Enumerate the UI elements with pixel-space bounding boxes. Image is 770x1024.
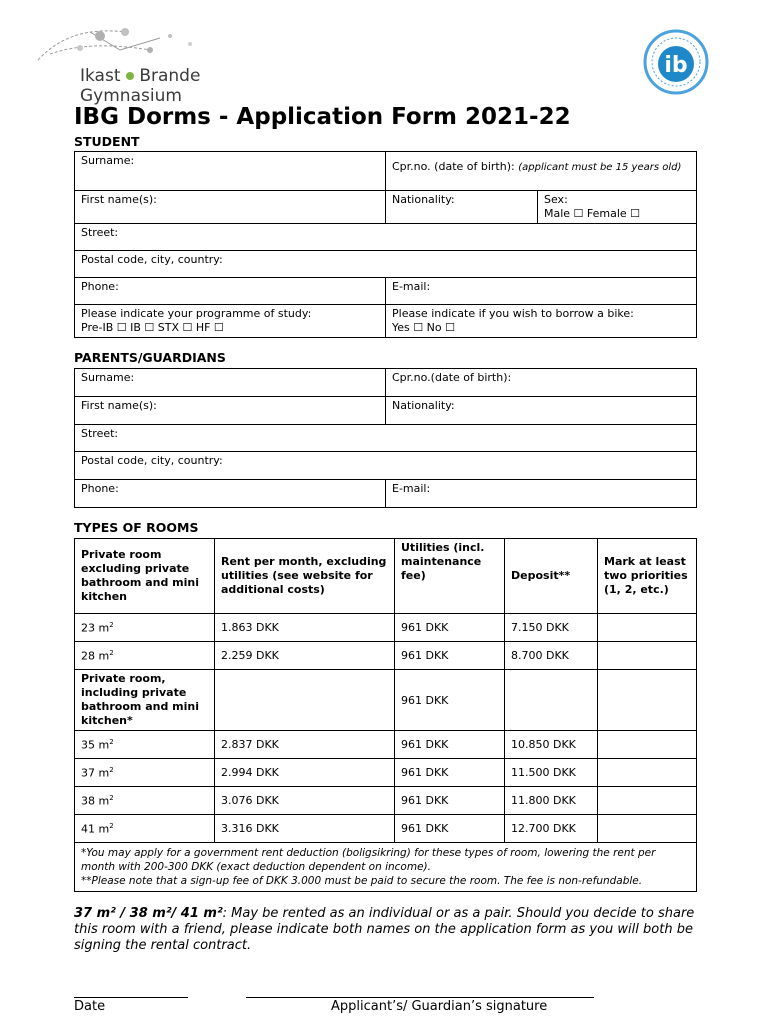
sharing-note: 37 m² / 38 m²/ 41 m²: May be rented as an individual or as a pair. Should you decide to share this room with a friend, please indicate both names on the application form as you will both be signing the rental contract. <box>74 906 695 953</box>
room-size-cell: 37 $m^2$ <box>75 759 215 787</box>
rooms-header-cell: Utilities (incl. maintenance fee) <box>395 539 505 614</box>
table-row <box>75 731 697 759</box>
programme-checkboxes[interactable]: Pre-IB ☐ IB ☐ STX ☐ HF ☐ <box>81 321 224 334</box>
table-row <box>75 670 697 731</box>
school-name: Ikast Brande Gymnasium <box>80 66 201 106</box>
student-heading: STUDENT <box>74 134 140 149</box>
rooms-notes <box>75 843 697 892</box>
room-rent-cell: 2.994 DKK <box>215 759 395 787</box>
rooms-header-cell: Mark at least two priorities (1, 2, etc.) <box>598 539 697 614</box>
parent-street-field[interactable]: Street: <box>75 425 697 452</box>
bike-checkboxes[interactable]: Yes ☐ No ☐ <box>392 321 455 334</box>
room-rent-cell: 2.837 DKK <box>215 731 395 759</box>
student-programme-field[interactable]: Please indicate your programme of study: Pre-IB ☐ IB ☐ STX ☐ HF ☐ <box>75 305 386 338</box>
table-row <box>75 759 697 787</box>
date-line[interactable] <box>74 997 188 998</box>
parents-table <box>74 368 697 508</box>
room-category-cell: Private room, including private bathroom and mini kitchen* <box>75 670 215 731</box>
room-utilities-cell: 961 DKK <box>395 815 505 843</box>
room-utilities-cell: 961 DKK <box>395 759 505 787</box>
room-size-cell: 35 $m^2$ <box>75 731 215 759</box>
room-priority-cell <box>598 670 697 731</box>
parent-firstname-field[interactable]: First name(s): <box>75 397 386 425</box>
room-size-cell: 41 $m^2$ <box>75 815 215 843</box>
page-title: IBG Dorms - Application Form 2021-22 <box>74 104 571 130</box>
room-deposit-cell: 8.700 DKK <box>505 642 598 670</box>
room-size-cell: 28 $m^2$ <box>75 642 215 670</box>
room-deposit-cell: 7.150 DKK <box>505 614 598 642</box>
rent-deduction-note: *You may apply for a government rent deduction (boligsikring) for these types of room, lowering the rent per month with 200-300 DKK (exact deduction dependent on income). <box>81 847 656 873</box>
table-row <box>75 642 697 670</box>
parent-email-field[interactable]: E-mail: <box>386 480 697 508</box>
student-nationality-field[interactable]: Nationality: <box>386 191 538 224</box>
rooms-header-cell: Private room excluding private bathroom and mini kitchen <box>75 539 215 614</box>
table-row <box>75 815 697 843</box>
room-deposit-cell: 11.800 DKK <box>505 787 598 815</box>
rooms-table <box>74 538 697 892</box>
room-size-cell: 23 $m^2$ <box>75 614 215 642</box>
room-priority-cell[interactable] <box>598 731 697 759</box>
student-phone-field[interactable]: Phone: <box>75 278 386 305</box>
student-firstname-field[interactable]: First name(s): <box>75 191 386 224</box>
parents-heading: PARENTS/GUARDIANS <box>74 350 226 365</box>
room-rent-cell: 1.863 DKK <box>215 614 395 642</box>
student-bike-field[interactable]: Please indicate if you wish to borrow a bike: Yes ☐ No ☐ <box>386 305 697 338</box>
student-street-field[interactable]: Street: <box>75 224 697 251</box>
student-sex-field[interactable]: Sex: Male ☐ Female ☐ <box>538 191 697 224</box>
room-deposit-cell <box>505 670 598 731</box>
room-utilities-cell: 961 DKK <box>395 670 505 731</box>
signature-line[interactable] <box>246 997 594 998</box>
school-logo-dot <box>126 72 134 80</box>
room-rent-cell: 3.076 DKK <box>215 787 395 815</box>
parent-surname-field[interactable]: Surname: <box>75 369 386 397</box>
room-priority-cell[interactable] <box>598 815 697 843</box>
sex-checkboxes[interactable]: Male ☐ Female ☐ <box>544 207 641 220</box>
room-size-cell: 38 $m^2$ <box>75 787 215 815</box>
student-postal-field[interactable]: Postal code, city, country: <box>75 251 697 278</box>
room-utilities-cell: 961 DKK <box>395 731 505 759</box>
parent-nationality-field[interactable]: Nationality: <box>386 397 697 425</box>
room-priority-cell[interactable] <box>598 614 697 642</box>
student-table <box>74 151 697 338</box>
room-rent-cell: 2.259 DKK <box>215 642 395 670</box>
parent-cpr-field[interactable]: Cpr.no.(date of birth): <box>386 369 697 397</box>
table-row <box>75 614 697 642</box>
signature-label: Applicant’s/ Guardian’s signature <box>331 999 548 1014</box>
svg-text:ib: ib <box>664 53 688 78</box>
rooms-heading: TYPES OF ROOMS <box>74 520 199 535</box>
room-priority-cell[interactable] <box>598 787 697 815</box>
school-logo-graphic <box>30 20 210 70</box>
table-row <box>75 787 697 815</box>
rooms-header-row <box>75 539 697 614</box>
room-rent-cell <box>215 670 395 731</box>
room-utilities-cell: 961 DKK <box>395 787 505 815</box>
room-rent-cell: 3.316 DKK <box>215 815 395 843</box>
ib-logo <box>640 28 714 96</box>
room-deposit-cell: 11.500 DKK <box>505 759 598 787</box>
room-utilities-cell: 961 DKK <box>395 642 505 670</box>
room-priority-cell[interactable] <box>598 759 697 787</box>
rooms-notes-row <box>75 843 697 892</box>
signup-fee-note: **Please note that a sign-up fee of DKK 3.000 must be paid to secure the room. The fee is non-refundable. <box>81 875 643 887</box>
room-deposit-cell: 12.700 DKK <box>505 815 598 843</box>
date-label: Date <box>74 999 106 1014</box>
rooms-header-cell: Rent per month, excluding utilities (see website for additional costs) <box>215 539 395 614</box>
student-surname-field[interactable]: Surname: <box>75 152 386 191</box>
room-utilities-cell: 961 DKK <box>395 614 505 642</box>
student-cpr-field[interactable]: Cpr.no. (date of birth): (applicant must be 15 years old) <box>386 152 697 191</box>
student-email-field[interactable]: E-mail: <box>386 278 697 305</box>
rooms-header-cell: Deposit** <box>505 539 598 614</box>
parent-phone-field[interactable]: Phone: <box>75 480 386 508</box>
room-deposit-cell: 10.850 DKK <box>505 731 598 759</box>
parent-postal-field[interactable]: Postal code, city, country: <box>75 452 697 480</box>
room-priority-cell[interactable] <box>598 642 697 670</box>
